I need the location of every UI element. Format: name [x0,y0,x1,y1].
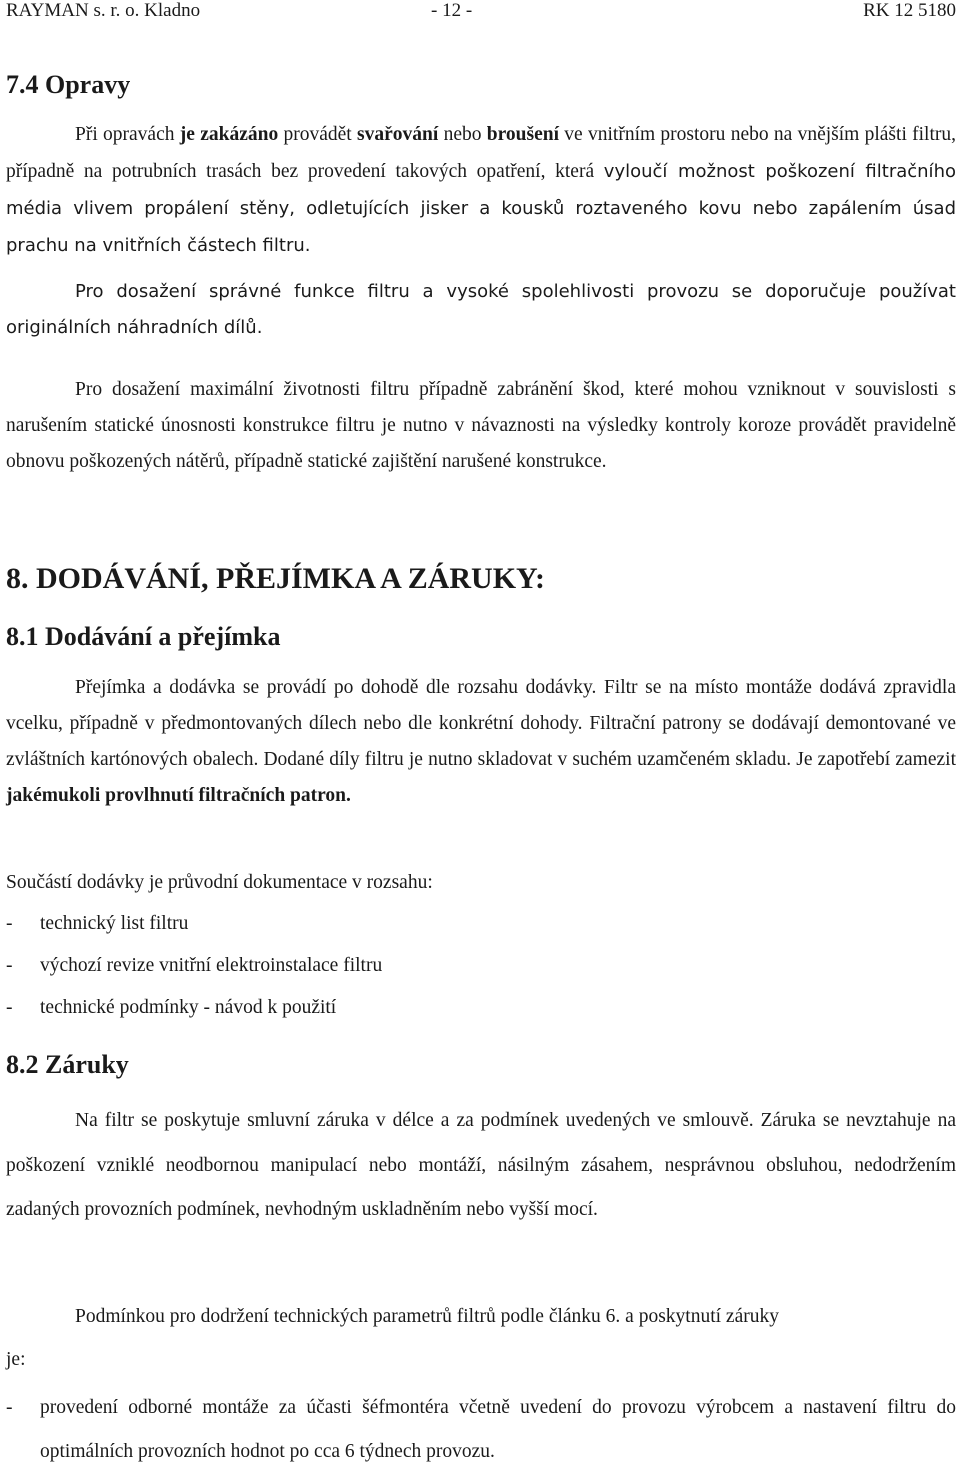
list-item-text: výchozí revize vnitřní elektroinstalace filtru [40,955,383,976]
header-company: RAYMAN s. r. o. Kladno [6,0,201,21]
bold-text: broušení [486,124,560,145]
paragraph-warranty-conditions-cont: je: [6,1349,26,1370]
paragraph-delivery [6,670,956,814]
list-dash: - [6,913,13,934]
text: vyloučí možnost poškození filtračního média vlivem propálení stěny, odletujících jisker a kousků roztaveného kovu nebo zapálením úsad prachu na vnitřních částech filtru. [6,161,956,256]
bold-text: je zakázáno [179,124,279,145]
text: Přejímka a dodávka se provádí po dohodě dle rozsahu dodávky. Filtr se na místo montáže dodává zpravidla vcelku, případně v předmontovaných dílech nebo dle konkrétní dohody. Filtrační patrony se dodávají demontované ve zvláštních kartónových obalech. Dodané díly filtru je nutno skladovat v suchém uzamčeném skladu. Je zapotřebí zamezit [6,677,956,770]
paragraph-documentation: Součástí dodávky je průvodní dokumentace v rozsahu: [6,872,433,893]
list-item-text: technické podmínky - návod k použití [40,997,337,1018]
text: Podmínkou pro dodržení technických parametrů filtrů podle článku 6. a poskytnutí záruky [75,1306,779,1327]
text: provádět [278,124,358,145]
paragraph-warranty-conditions [6,1305,956,1329]
paragraph-spare-parts [6,274,956,346]
paragraph-repairs [6,116,956,264]
text: Při opravách [75,124,180,145]
paragraph-warranty [6,1099,956,1233]
list-item [6,1386,956,1474]
bold-text: jakémukoli provlhnutí filtračních patron. [6,785,351,806]
page-header [6,0,956,22]
heading-8: 8. DODÁVÁNÍ, PŘEJÍMKA A ZÁRUKY: [6,562,545,595]
heading-8-2: 8.2 Záruky [6,1050,129,1079]
list-item-text: provedení odborné montáže za účasti šéfmontéra včetně uvedení do provozu výrobcem a nastavení filtru do optimálních provozních hodnot po cca 6 týdnech provozu. [40,1397,956,1462]
text: Pro dosažení maximální životnosti filtru případně zabránění škod, které mohou vzniknout v souvislosti s narušením statické únosnosti konstrukce filtru je nutno v návaznosti na výsledky kontroly koroze provádět pravidelně obnovu poškozených nátěrů, případně statické zajištění narušené konstrukce. [6,379,956,472]
paragraph-lifetime [6,372,956,480]
header-doc-code: RK 12 5180 [863,0,956,21]
bold-text: svařování [357,124,439,145]
text: ve vnitřním prostoru nebo na vnějším plášti filtru, případně na potrubních trasách bez provedení takových opatření, která [6,124,957,182]
text: Na filtr se poskytuje smluvní záruka v délce a za podmínek uvedených ve smlouvě. Záruka se nevztahuje na poškození vzniklé neodbornou manipulací nebo montáží, násilným zásahem, nesprávnou obsluhou, nedodržením zadaných provozních podmínek, nevhodným uskladněním nebo vyšší mocí. [6,1110,956,1220]
heading-7-4: 7.4 Opravy [6,70,131,99]
list-dash: - [6,1397,13,1418]
text: Pro dosažení správné funkce filtru a vysoké spolehlivosti provozu se doporučuje používat originálních náhradních dílů. [6,281,956,338]
list-item [6,996,336,1020]
list-item [6,954,382,978]
list-dash: - [6,997,13,1018]
list-item-text: technický list filtru [40,913,189,934]
list-dash: - [6,955,13,976]
text: nebo [438,124,487,145]
heading-8-1: 8.1 Dodávání a přejímka [6,622,281,651]
header-page-number: - 12 - [431,0,473,21]
list-item [6,912,188,936]
